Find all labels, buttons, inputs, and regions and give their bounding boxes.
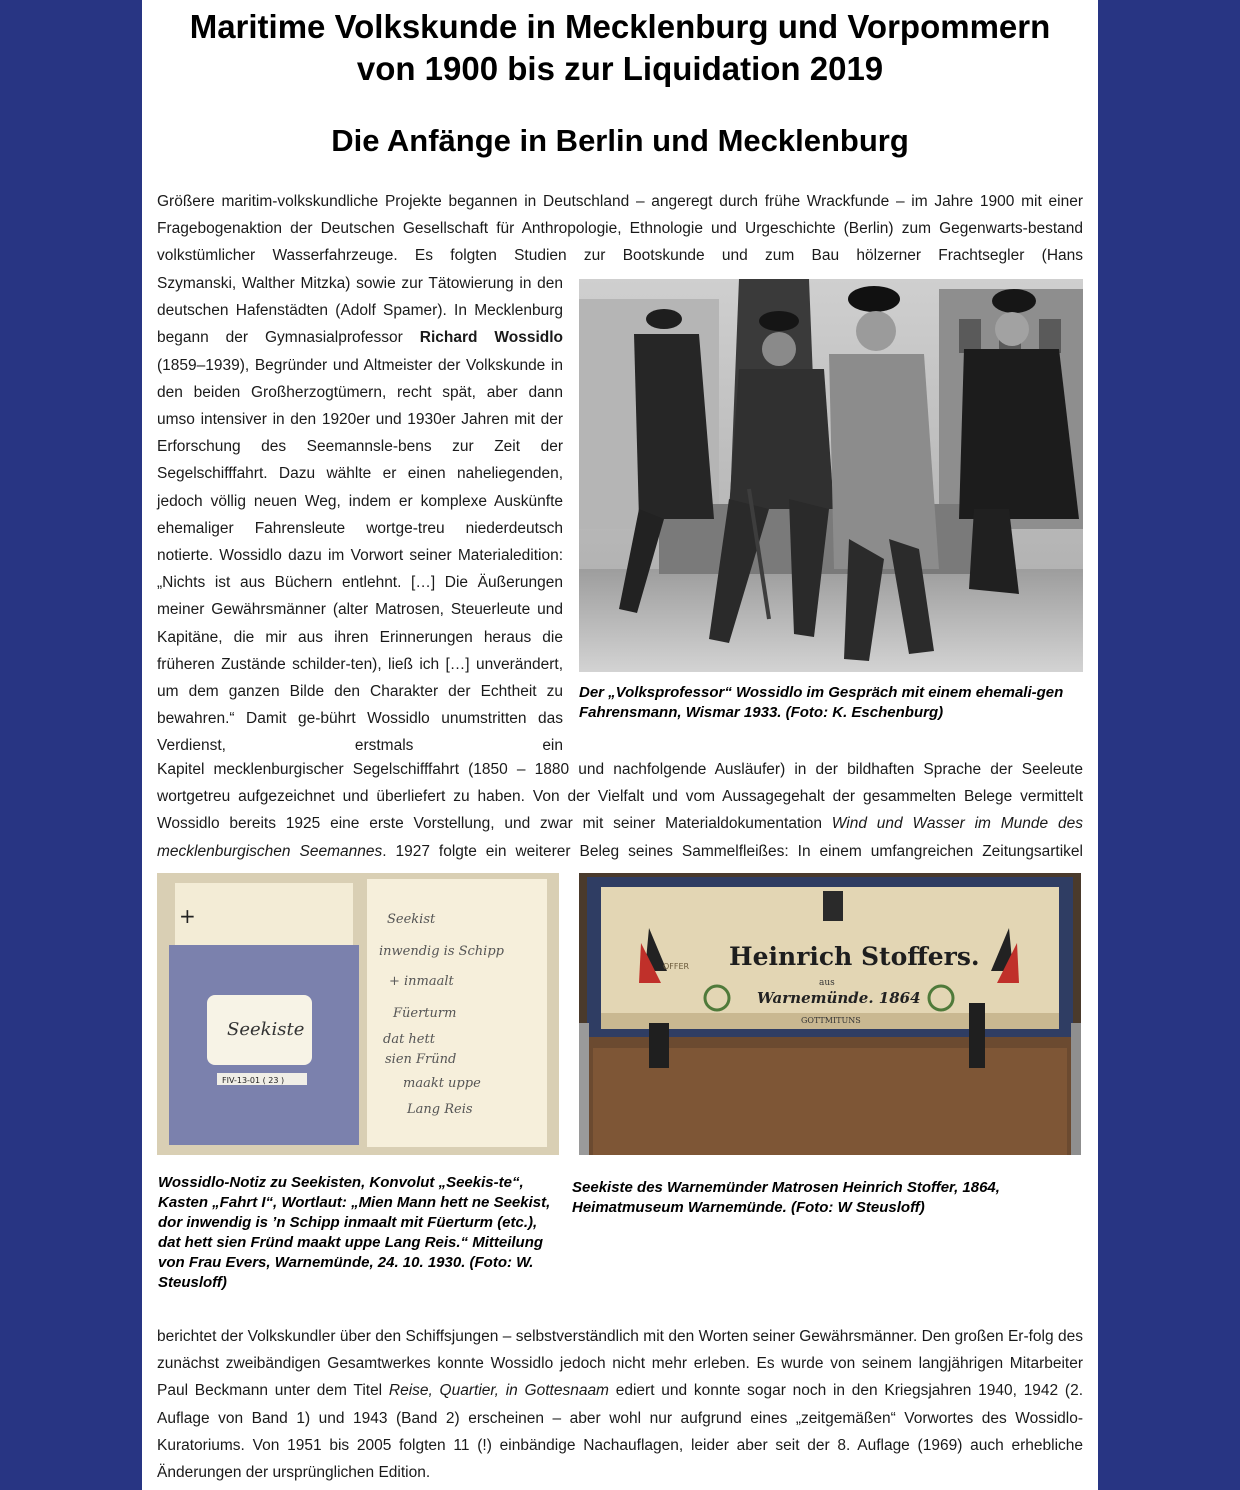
left-column-text (157, 270, 563, 760)
title-line-1: Maritime Volkskunde in Mecklenburg und Vorpommern (189, 8, 1051, 45)
left-text-pre: Szymanski, Walther Mitzka) sowie zur Tätowierung in den deutschen Hafenstädten (Adolf Spamer). In Mecklenburg begann der Gymnasialprofessor (157, 275, 563, 347)
note-handwriting-line: + inmaalt (389, 974, 454, 989)
middle-text-pre: Kapitel mecklenburgischer Segelschifffahrt (1850 – 1880 und nachfolgende Ausläufer) in der bildhaften Sprache der Seeleute wortgetreu aufgezeichnet und überliefert zu haben. Von der Vielfalt und vom Aussagegehalt der gesammelten Belege vermittelt Wossidlo bereits 1925 eine erste Vorstellung, und zwar mit seiner Materialdokumentation (157, 761, 1083, 833)
note-handwriting-line: Seekist (387, 912, 436, 927)
photo-seekiste-image (579, 873, 1081, 1155)
title-line-2: von 1900 bis zur Liquidation 2019 (356, 50, 884, 87)
photo-note-caption: Wossidlo-Notiz zu Seekisten, Konvolut „Seekis-te“, Kasten „Fahrt I“, Wortlaut: „Mien Mann hett ne Seekist, dor inwendig is ’n Schipp inmaalt mit Füerturm (etc.), dat hett sien Fründ maakt uppe Lang Reis.“ Mitteilung von Frau Evers, Warnemünde, 24. 10. 1930. (Foto: W. Steusloff) (158, 1174, 551, 1291)
photo-seekiste-caption: Seekiste des Warnemünder Matrosen Heinrich Stoffer, 1864, Heimatmuseum Warnemünde. (Foto: W Steusloff) (572, 1179, 1000, 1216)
photo-wossidlo-conversation (579, 279, 1083, 672)
closing-text-italic-title: Reise, Quartier, in Gottesnaam (388, 1382, 609, 1400)
note-handwriting-line: dat hett (383, 1032, 435, 1047)
note-handwriting-line: maakt uppe (403, 1076, 481, 1091)
chest-aus: aus (819, 978, 835, 988)
photo-seekiste (579, 873, 1081, 1155)
note-handwriting-line: sien Fründ (385, 1052, 457, 1067)
photo-wossidlo-image (579, 279, 1083, 672)
photo-wossidlo-caption: Der „Volksprofessor“ Wossidlo im Gespräch mit einem ehemali-gen Fahrensmann, Wismar 1933. (Foto: K. Eschenburg) (579, 684, 1064, 721)
photo-wossidlo-note (157, 873, 559, 1155)
note-card-label: Seekiste (227, 1019, 305, 1040)
chest-name: Heinrich Stoffers. (729, 942, 980, 971)
note-handwriting-line: Lang Reis (407, 1102, 473, 1117)
photo-note-image (157, 873, 559, 1155)
middle-text-italic-title: Wind und Wasser im Munde des mecklenburgischen Seemannes (157, 815, 1083, 860)
chest-left-label: OFFER (663, 962, 690, 971)
chest-place: Warnemünde. 1864 (757, 989, 921, 1007)
middle-paragraph (157, 756, 1083, 865)
chest-motto: GOTTMITUNS (801, 1016, 861, 1025)
note-plus-mark: + (179, 904, 196, 928)
page (142, 0, 1098, 1490)
intro-paragraph: Größere maritim-volkskundliche Projekte begannen in Deutschland – angeregt durch frühe Wrackfunde – im Jahre 1900 mit einer Fragebogenaktion der Deutschen Gesellschaft für Anthropologie, Ethnologie und Urgeschichte (Berlin) zum Gegenwarts-bestand volkstümlicher Wasserfahrzeuge. Es folgten Studien zur Bootskunde und zum Bau hölzerner Frachtsegler (Hans (157, 193, 1083, 265)
closing-paragraph (157, 1323, 1083, 1486)
note-handwriting-line: inwendig is Schipp (379, 944, 504, 959)
note-archive-number: FIV-13-01 ( 23 ) (222, 1076, 285, 1085)
middle-text-post: . 1927 folgte ein weiterer Beleg seines Sammelfleißes: In einem umfangreichen Zeitungsartikel (382, 842, 1083, 860)
left-text-post: (1859–1939), Begründer und Altmeister der Volkskunde in den beiden Großherzogtümern, recht spät, aber dann umso intensiver in den 1920er und 1930er Jahren mit der Erforschung des Seemannsle-bens zur Zeit der Segelschifffahrt. Dazu wählte er einen naheliegenden, jedoch völlig neuen Weg, indem er komplexe Auskünfte ehemaliger Fahrensleute wortge-treu niederdeutsch notierte. Wossidlo dazu im Vorwort seiner Materialedition: „Nichts ist aus Büchern entlehnt. […] Die Äußerungen meiner Gewährsmänner (alter Matrosen, Steuerleute und Kapitäne, die mir aus ihren Erinnerungen heraus die früheren Zustände schilder-ten), ließ ich […] unverändert, um dem ganzen Bilde den Charakter der Echtheit zu bewahren.“ Damit ge-bührt Wossidlo unumstritten das Verdienst, erstmals ein (157, 356, 563, 755)
closing-text-post: ediert und konnte sogar noch in den Kriegsjahren 1940, 1942 (2. Auflage von Band 1) und 1943 (Band 2) erscheinen – aber wohl nur aufgrund eines „zeitgemäßen“ Vorwortes des Wossidlo-Kuratoriums. Von 1951 bis 2005 folgten 11 (!) einbändige Nachauflagen, leider aber seit der 8. Auflage (1969) auch erhebliche Änderungen der ursprünglichen Edition. (157, 1382, 1083, 1482)
left-text-bold-name: Richard Wossidlo (419, 329, 563, 347)
closing-text-pre: berichtet der Volkskundler über den Schiffsjungen – selbstverständlich mit den Worten seiner Gewährsmänner. Den großen Er-folg des zunächst zweibändigen Gesamtwerkes konnte Wossidlo jedoch nicht mehr erleben. Es wurde von seinem langjährigen Mitarbeiter Paul Beckmann unter dem Titel (157, 1328, 1083, 1400)
page-title (142, 6, 1098, 90)
section-heading: Die Anfänge in Berlin und Mecklenburg (331, 123, 909, 158)
note-handwriting-line: Füerturm (393, 1006, 457, 1021)
